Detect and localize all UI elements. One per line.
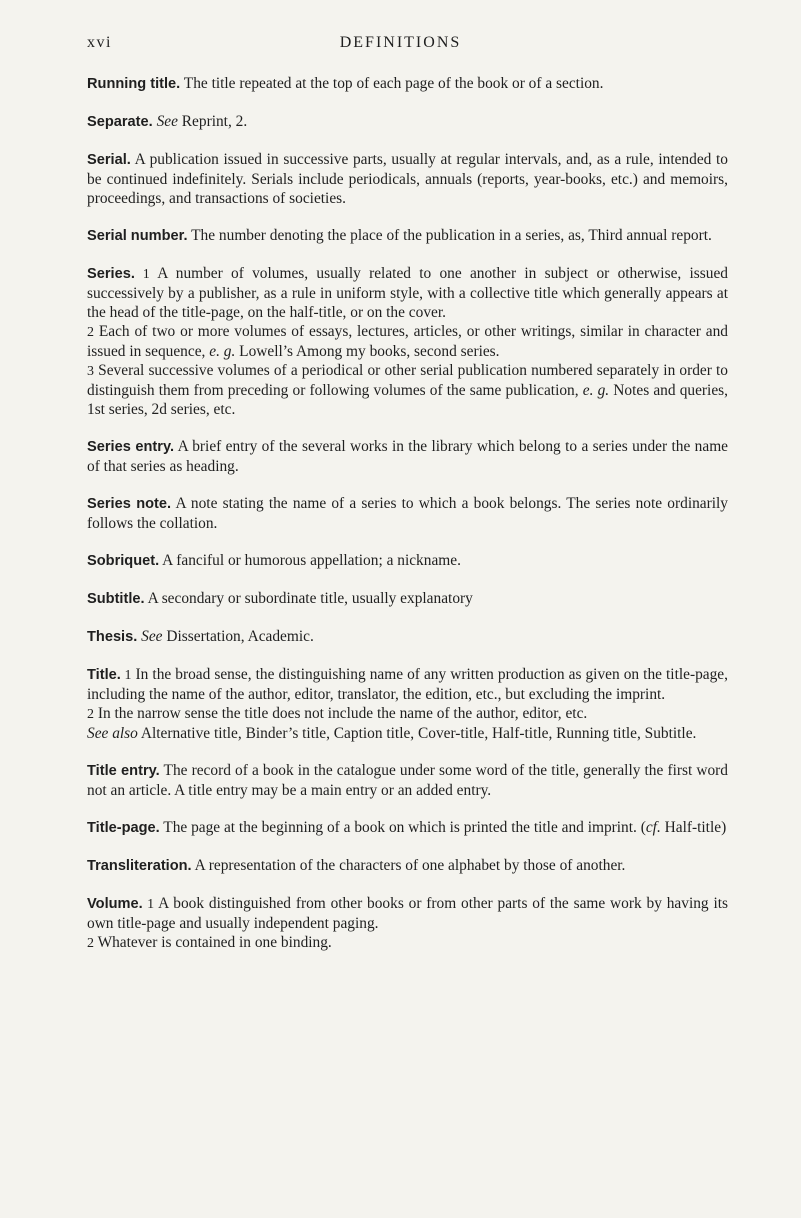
sense-number: 3 [87, 364, 94, 379]
definition: Half-title) [660, 819, 727, 836]
term: Series. [87, 266, 135, 282]
definition: A number of volumes, usually related to one another in subject or otherwise, issued successively by a publisher, as a rule in uniform style, with a collective title which generally appears at the head of the title-page, on the half-title, or on the cover. [87, 265, 728, 321]
definition: A publication issued in successive parts, usually at regular intervals, and, as a rule, intended to be continued indefinitely. Serials include periodicals, annuals (reports, year-books, etc.) and memoirs, proceedings, and transactions of societies. [87, 151, 728, 207]
entry-subtitle [87, 589, 728, 609]
sense-number: 2 [87, 325, 94, 340]
definition: A note stating the name of a series to which a book belongs. The series note ordinarily follows the collation. [87, 495, 729, 532]
entry-series [87, 264, 728, 419]
entry-sobriquet [87, 551, 728, 571]
definition: In the broad sense, the distinguishing name of any written production as given on the title-page, including the name of the author, editor, translator, the edition, etc., but excluding the imprint. [87, 666, 728, 703]
abbreviation: e. g. [578, 382, 610, 399]
definition: A brief entry of the several works in the library which belong to a series under the name of that series as heading. [87, 438, 728, 475]
definition: The record of a book in the catalogue under some word of the title, generally the first word not an article. A title entry may be a main entry or an added entry. [87, 762, 728, 799]
term: Thesis. [87, 629, 138, 645]
definition: Alternative title, Binder’s title, Caption title, Cover-title, Half-title, Running title, Subtitle. [137, 725, 697, 742]
entry-separate [87, 112, 728, 132]
see-reference: See [152, 113, 178, 130]
term: Title-page. [87, 820, 160, 836]
term: Running title. [87, 76, 181, 92]
entry-transliteration [87, 856, 728, 876]
sense-number: 1 [142, 897, 155, 912]
term: Title. [87, 667, 121, 683]
definition: A secondary or subordinate title, usually explanatory [144, 590, 473, 607]
definition: Dissertation, Academic. [162, 628, 314, 645]
term: Title entry. [87, 763, 160, 779]
definition: A fanciful or humorous appellation; a nickname. [159, 552, 461, 569]
see-reference: See [137, 628, 163, 645]
abbreviation: cf. [645, 819, 661, 836]
page-title: DEFINITIONS [339, 34, 462, 51]
term: Separate. [87, 114, 153, 130]
sense-number: 1 [134, 267, 150, 282]
page-header [87, 34, 714, 58]
sense-number: 1 [120, 668, 132, 683]
entry-thesis [87, 627, 728, 647]
term: Subtitle. [87, 591, 145, 607]
definitions-list [87, 74, 728, 971]
abbreviation: e. g. [205, 343, 236, 360]
entry-volume [87, 894, 728, 953]
term: Serial. [87, 152, 131, 168]
sense-number: 2 [87, 707, 94, 722]
term: Transliteration. [87, 858, 192, 874]
definition: The page at the beginning of a book on which is printed the title and imprint. ( [159, 819, 646, 836]
term: Serial number. [87, 228, 188, 244]
definition: In the narrow sense the title does not include the name of the author, editor, etc. [94, 705, 588, 722]
definition: Each of two or more volumes of essays, lectures, articles, or other writings, similar in character and issued in sequence, [87, 323, 728, 360]
definition: The number denoting the place of the publication in a series, as, Third annual report. [187, 227, 712, 244]
definition: Reprint, 2. [177, 113, 248, 130]
definition: A book distinguished from other books or from other parts of the same work by having its own title-page and usually independent paging. [87, 895, 729, 932]
definition: Several successive volumes of a periodical or other serial publication numbered separately in order to distinguish them from preceding or following volumes of the same publication, [87, 362, 728, 399]
entry-title-entry [87, 761, 728, 800]
definition: Whatever is contained in one binding. [94, 934, 332, 951]
entry-title-page [87, 818, 728, 838]
definition: A representation of the characters of one alphabet by those of another. [191, 857, 626, 874]
sense-number: 2 [87, 936, 94, 951]
term: Volume. [87, 896, 143, 912]
definition: Notes and queries, 1st series, 2d series, etc. [87, 382, 728, 418]
see-also-reference: See also [87, 725, 138, 742]
entry-series-note [87, 494, 728, 533]
term: Sobriquet. [87, 553, 160, 569]
term: Series note. [87, 496, 172, 512]
entry-series-entry [87, 437, 728, 476]
definition: The title repeated at the top of each page of the book or of a section. [180, 75, 604, 92]
entry-running-title [87, 74, 728, 94]
page-number: xvi [87, 34, 112, 51]
entry-title [87, 665, 728, 743]
definition: Lowell’s Among my books, second series. [235, 343, 500, 360]
entry-serial [87, 150, 728, 208]
term: Series entry. [87, 439, 175, 455]
entry-serial-number [87, 226, 728, 246]
